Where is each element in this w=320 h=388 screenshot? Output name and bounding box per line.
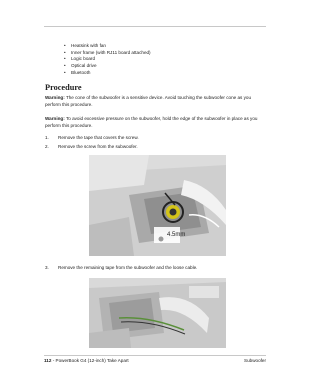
step-number: 2. [45,144,49,149]
list-item [64,50,151,57]
bullet-icon: • [64,56,66,62]
bullet-icon: • [64,43,66,48]
step-item [45,144,138,151]
part-label: Bluetooth [71,69,91,75]
warning-paragraph [45,95,268,109]
parts-list [64,43,151,77]
warning-label: Warning: [45,95,65,100]
warning-text: To avoid excessive pressure on the subwoofer, hold the edge of the subwoofer in place as you perform this procedure. [45,116,258,128]
part-label: Optical drive [71,63,97,69]
step-item [45,135,139,142]
warning-label: Warning: [45,116,65,121]
step-text: Remove the remaining tape from the subwoofer and the loose cable. [58,265,198,270]
page-number: 112 [44,358,52,363]
bullet-icon: • [64,63,66,69]
bullet-icon: • [64,49,66,55]
list-item [64,56,151,63]
section-name: Subwoofer [244,358,266,363]
step-text: Remove the screw from the subwoofer. [58,144,138,149]
subwoofer-cable-photo [89,278,226,348]
part-label: Inner frame (with RJ11 board attached) [71,49,151,55]
warning-text: The cone of the subwoofer is a sensitive device. Avoid touching the subwoofer cone as you perform this procedure. [45,95,251,107]
footer-rule [44,355,266,356]
page-footer [44,358,129,363]
list-item [64,63,151,70]
header-rule [44,26,266,27]
procedure-heading: Procedure [45,83,82,92]
part-label: Heatsink with fan [71,43,106,48]
warning-paragraph [45,116,268,130]
list-item [64,43,151,50]
doc-title: - PowerBook G4 (12-inch) Take Apart [52,358,129,363]
list-item [64,70,151,77]
step-item [45,265,197,272]
bullet-icon: • [64,69,66,75]
step-number: 1. [45,135,49,140]
subwoofer-screw-photo [89,155,226,256]
step-text: Remove the tape that covers the screw. [58,135,139,140]
step-number: 3. [45,265,49,270]
screw-size-callout: 4.5mm [167,232,186,238]
part-label: Logic board [71,56,96,62]
